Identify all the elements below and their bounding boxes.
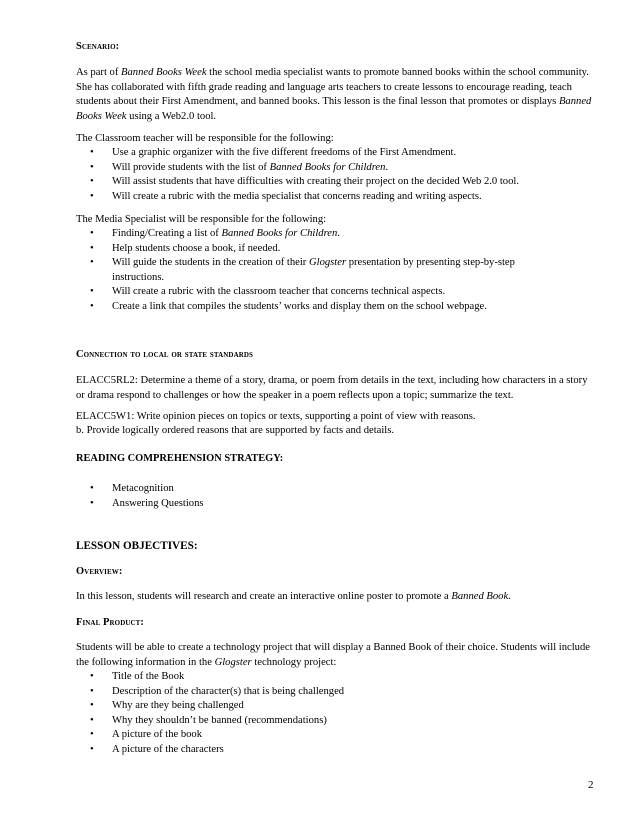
page-number: 2 <box>588 779 594 791</box>
bullet-icon: • <box>90 700 94 712</box>
lesson-objectives-heading: LESSON OBJECTIVES: <box>76 540 198 552</box>
final-product-heading: Final Product: <box>76 617 144 628</box>
standard-w1: ELACC5W1: Write opinion pieces on topics or texts, supporting a point of view with reasons. <box>76 411 476 422</box>
list-item-text: Title of the Book <box>112 671 185 682</box>
list-item <box>76 242 596 257</box>
list-item-text: Use a graphic organizer with the five different freedoms of the First Amendment. <box>112 147 457 158</box>
text-run: . <box>508 591 511 602</box>
list-item <box>76 175 596 190</box>
list-item <box>76 497 596 512</box>
list-item-text: Metacognition <box>112 483 174 494</box>
overview-paragraph <box>76 590 511 605</box>
bullet-icon: • <box>90 743 94 755</box>
bullet-icon: • <box>90 257 94 269</box>
list-item-text: Will create a rubric with the media specialist that concerns reading and writing aspects. <box>112 190 482 202</box>
list-item <box>76 227 596 242</box>
list-item-text-italic: Banned Books for Children <box>269 161 386 173</box>
list-item <box>76 482 596 497</box>
text-run-italic: Banned Book <box>451 591 509 602</box>
bullet-icon: • <box>90 300 94 312</box>
text-run: As part of <box>76 67 122 78</box>
list-item <box>76 190 596 205</box>
list-item-text: Finding/Creating a list of <box>112 228 222 239</box>
text-run: In this lesson, students will research and create an interactive online poster to promote a <box>76 591 452 602</box>
list-item <box>76 670 596 685</box>
text-run-italic: Banned Books Week <box>121 67 207 78</box>
text-run-italic: Glogster <box>214 656 252 668</box>
list-item-text: Will assist students that have difficulties with creating their project on the decided Web 2.0 tool. <box>112 176 519 188</box>
text-run: technology project: <box>251 656 337 668</box>
list-item-text: A picture of the characters <box>112 743 224 755</box>
text-run: using a Web2.0 tool. <box>126 110 217 122</box>
bullet-icon: • <box>90 176 94 188</box>
list-item-text: Will provide students with the list of <box>112 161 270 173</box>
bullet-icon: • <box>90 714 94 726</box>
bullet-icon: • <box>90 228 94 239</box>
list-item <box>76 743 596 758</box>
list-item <box>76 285 596 300</box>
list-item-text: presentation by presenting step-by-step instructions. <box>112 257 515 283</box>
list-item-text: A picture of the book <box>112 729 203 741</box>
standard-w1-b: b. Provide logically ordered reasons that are supported by facts and details. <box>76 425 395 436</box>
list-item <box>76 699 596 714</box>
bullet-icon: • <box>90 685 94 697</box>
reading-strategy-list <box>76 482 596 511</box>
standards-heading: Connection to local or state standards <box>76 349 254 360</box>
text-run: Students will be able to create a technology project that will display a Banned Book of their choice. Students will include the following information in the <box>76 642 590 668</box>
overview-heading: Overview: <box>76 566 123 577</box>
list-item <box>76 685 596 700</box>
classroom-intro: The Classroom teacher will be responsible for the following: <box>76 133 334 144</box>
list-item-text-italic: Glogster <box>308 257 347 269</box>
list-item-text: Description of the character(s) that is being challenged <box>112 685 345 697</box>
media-list <box>76 227 596 315</box>
list-item <box>76 256 596 285</box>
list-item <box>76 728 596 743</box>
list-item-text: Will create a rubric with the classroom teacher that concerns technical aspects. <box>112 286 446 298</box>
scenario-heading: Scenario: <box>76 41 120 52</box>
list-item-text: Why are they being challenged <box>112 700 244 712</box>
bullet-icon: • <box>90 497 94 509</box>
list-item <box>76 146 596 161</box>
text-run: the school media specialist wants to promote banned books within the school community. She has collaborated with fifth grade reading and language arts teachers to create lessons to encourage reading, teach students about their First Amendment, and banned books. This lesson is the final lesson that promotes or displays <box>76 67 589 108</box>
list-item <box>76 161 596 176</box>
list-item-text-italic: Banned Books for Children <box>221 228 338 239</box>
final-product-paragraph <box>76 641 596 670</box>
bullet-icon: • <box>90 161 94 173</box>
list-item-text: Help students choose a book, if needed. <box>112 242 281 254</box>
media-intro: The Media Specialist will be responsible for the following: <box>76 214 327 225</box>
scenario-paragraph <box>76 66 596 124</box>
list-item <box>76 300 596 315</box>
bullet-icon: • <box>90 729 94 741</box>
list-item-text: Answering Questions <box>112 497 204 509</box>
text-run-italic: Banned Books Week <box>76 96 592 122</box>
bullet-icon: • <box>90 242 94 254</box>
bullet-icon: • <box>90 147 94 158</box>
list-item-text: Will guide the students in the creation of their <box>112 257 309 269</box>
bullet-icon: • <box>90 483 94 494</box>
reading-strategy-heading: READING COMPREHENSION STRATEGY: <box>76 453 284 464</box>
classroom-list <box>76 146 596 204</box>
list-item-text: Create a link that compiles the students’ works and display them on the school webpage. <box>112 300 487 312</box>
final-product-list <box>76 670 596 758</box>
list-item-text: . <box>337 228 340 239</box>
bullet-icon: • <box>90 286 94 298</box>
list-item-text: Why they shouldn’t be banned (recommendations) <box>112 714 327 726</box>
list-item-text: . <box>385 161 389 173</box>
bullet-icon: • <box>90 671 94 682</box>
standard-rl2: ELACC5RL2: Determine a theme of a story, drama, or poem from details in the text, including how characters in a story or drama respond to challenges or how the speaker in a poem reflects upon a topic; summarize the text. <box>76 375 588 401</box>
bullet-icon: • <box>90 190 94 202</box>
list-item <box>76 714 596 729</box>
